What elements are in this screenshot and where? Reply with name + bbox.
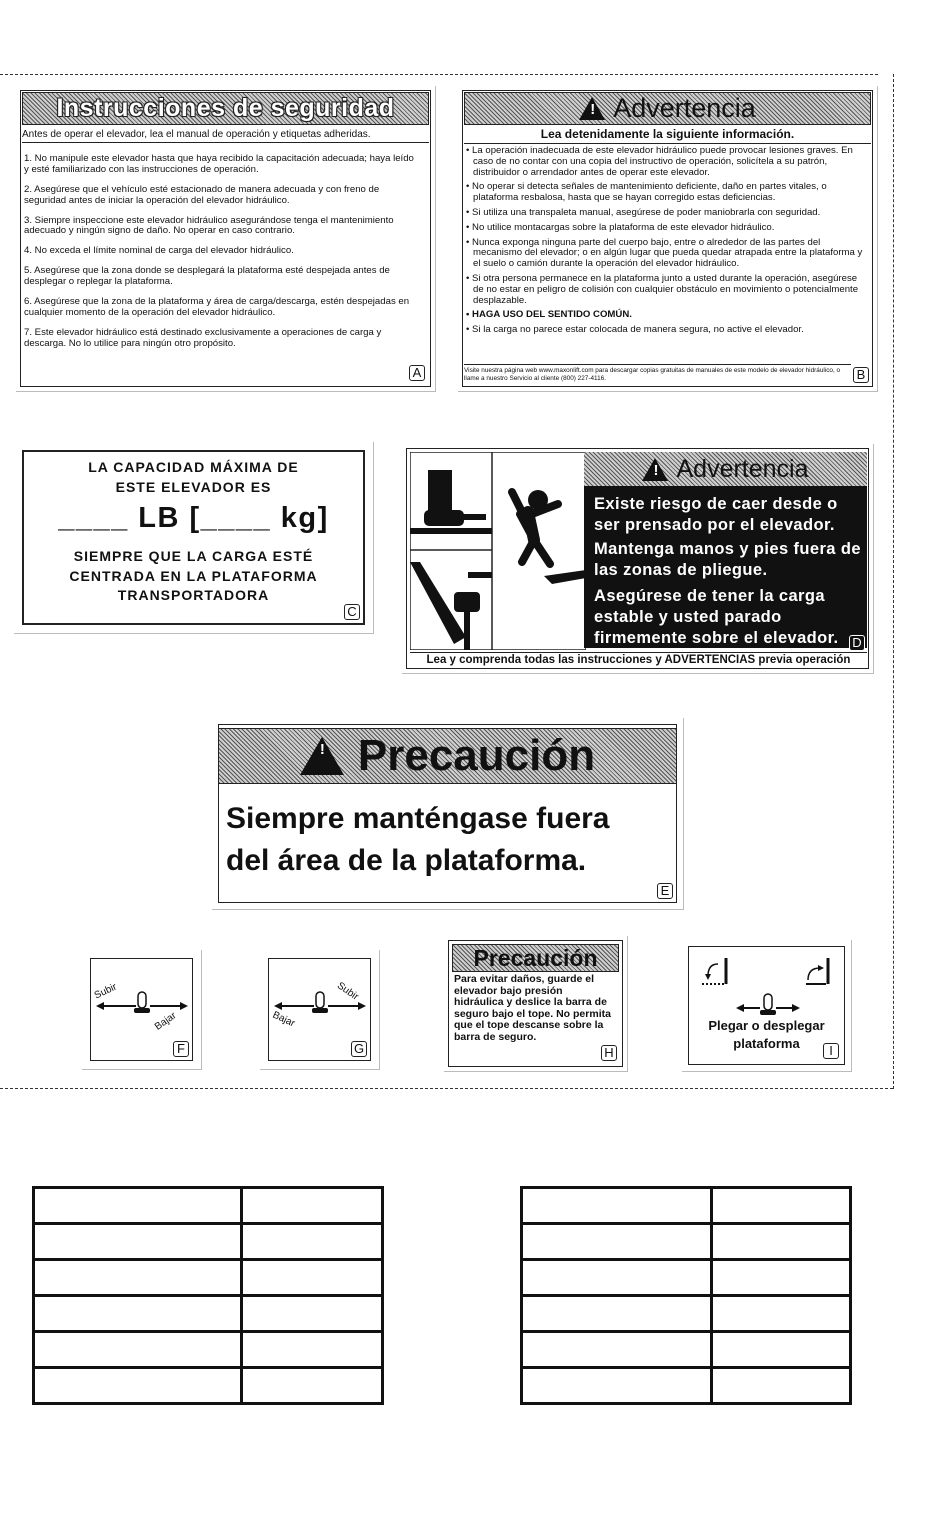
pinch-hazard-pictogram	[410, 452, 586, 650]
decal-g-up-label: Subir	[334, 980, 361, 1003]
decal-h-caution-safety-bar	[444, 936, 628, 1072]
decal-c-capacity	[14, 442, 374, 634]
decal-d-message-3: Asegúrese de tener la carga estable y usted parado firmemente sobre el elevador.	[594, 587, 839, 647]
decal-a-subtitle: Antes de operar el elevador, lea el manual de operación y etiquetas adheridas.	[22, 129, 429, 143]
decal-e-title: Precaución	[357, 731, 596, 780]
list-item: • Si otra persona permanece en la plataforma junto a usted durante la operación, asegúrese de no estar en peligro de colisión con cualquier obstáculo en movimiento o potencialmente desplazable.	[466, 274, 869, 306]
list-item: • Nunca exponga ninguna parte del cuerpo bajo, entre o alrededor de las partes del mecanismo del elevador; o en algún lugar que pueda quedar atrapada entre la plataforma y el suelo o camión durante la operación del elevador hidráulico.	[466, 238, 869, 270]
decal-c-line4: SIEMPRE QUE LA CARGA ESTÉ	[73, 548, 314, 564]
list-item: • Si utiliza una transpaleta manual, asegúrese de poder maniobrarla con seguridad.	[466, 208, 869, 219]
decal-b-warning	[458, 86, 878, 392]
decal-f-letter: F	[173, 1041, 189, 1057]
decal-c-line2: ESTE ELEVADOR ES	[115, 479, 272, 495]
decal-i-line1: Plegar o desplegar	[708, 1018, 825, 1033]
decal-c-letter: C	[344, 604, 360, 620]
decal-c-line6: TRANSPORTADORA	[117, 587, 270, 603]
decal-d-message-2: Mantenga manos y pies fuera de las zonas de pliegue.	[594, 540, 861, 579]
table-row	[34, 1368, 383, 1404]
list-item: 3. Siempre inspeccione este elevador hidráulico asegurándose tenga el mantenimiento adecuado y ningún signo de daño. No operar en caso contrario.	[24, 214, 394, 237]
decal-d-message-1: Existe riesgo de caer desde o ser prensado por el elevador.	[594, 495, 838, 534]
decal-f-up-label: Subir	[92, 981, 119, 1002]
decal-e-letter: E	[657, 883, 673, 899]
list-item: 6. Asegúrese que la zona de la plataforma y área de carga/descarga, estén despejadas en cualquier momento de la operación del elevador hidráulico.	[24, 296, 410, 318]
cut-line-right	[893, 74, 894, 1089]
list-item: 4. No exceda el límite nominal de carga del elevador hidráulico.	[24, 245, 294, 257]
decal-d-letter: D	[849, 635, 865, 651]
decal-a-title-bar	[22, 92, 429, 125]
list-item: • No utilice montacargas sobre la plataforma de este elevador hidráulico.	[466, 223, 869, 234]
cut-line-bottom	[0, 1088, 893, 1089]
table-row	[34, 1260, 383, 1296]
decal-d-bottom-text: Lea y comprenda todas las instrucciones y ADVERTENCIAS previa operación	[410, 652, 867, 667]
decal-i-letter: I	[823, 1043, 839, 1059]
decal-b-subtitle: Lea detenidamente la siguiente información.	[464, 127, 871, 144]
table-row	[34, 1224, 383, 1260]
list-item: 5. Asegúrese que la zona donde se desplegará la plataforma esté despejada antes de desplegar o replegar la plataforma.	[24, 265, 390, 288]
decal-e-body	[226, 798, 609, 882]
decal-b-letter: B	[853, 367, 869, 383]
fold-unfold-platform-icon	[696, 950, 840, 1020]
table-row	[34, 1332, 383, 1368]
table-row	[522, 1260, 851, 1296]
decal-a-title: Instrucciones de seguridad	[56, 94, 395, 122]
decal-e-line1: Siempre manténgase fuera	[226, 802, 610, 835]
table-row	[34, 1188, 383, 1224]
decal-f-control-up-down	[82, 950, 202, 1070]
decal-h-text: Para evitar daños, guarde el elevador bajo presión hidráulica y deslice la barra de seguro bajo el tope. No permita que el tope descanse sobre la barra de seguro.	[454, 973, 611, 1043]
warning-triangle-icon	[642, 458, 668, 481]
list-item: • No operar si detecta señales de mantenimiento deficiente, daño en partes vitales, o plataforma resbalosa, hasta que se hayan corregido estas deficiencias.	[466, 182, 869, 204]
decal-a-letter: A	[409, 365, 425, 381]
list-item: 1. No manipule este elevador hasta que haya recibido la capacitación adecuada; haya leído y esté familiarizado con las instrucciones de operación.	[24, 153, 414, 175]
decal-h-title-bar	[452, 944, 619, 972]
table-row	[522, 1368, 851, 1404]
decal-d-warning-pinch	[402, 444, 874, 674]
decal-i-line2: plataforma	[733, 1036, 800, 1051]
empty-table-right	[520, 1186, 852, 1405]
decal-a-list	[24, 154, 421, 359]
decal-c-line1: LA CAPACIDAD MÁXIMA DE	[88, 459, 299, 475]
warning-triangle-icon	[300, 737, 344, 775]
list-item: • La operación inadecuada de este elevador hidráulico puede provocar lesiones graves. En caso de no contar con una copia del instructivo de operación, solicítela a su patrón, distribuidor o arrendador antes de operar este elevador.	[466, 146, 869, 178]
table-row	[522, 1224, 851, 1260]
decal-g-down-label: Bajar	[270, 1009, 297, 1030]
list-item: 7. Este elevador hidráulico está destinado exclusivamente a operaciones de carga y descarga. No lo utilice para ningún otro propósito.	[24, 326, 382, 349]
decal-c-capacity-value: ____ LB [____ kg]	[58, 502, 329, 534]
list-item: • HAGA USO DEL SENTIDO COMÚN.	[466, 310, 869, 321]
decal-c-line5: CENTRADA EN LA PLATAFORMA	[69, 568, 318, 584]
decal-h-letter: H	[601, 1045, 617, 1061]
decal-d-title: Advertencia	[676, 454, 809, 483]
decal-e-line2: del área de la plataforma.	[226, 844, 587, 877]
decal-b-title: Advertencia	[613, 93, 756, 123]
decal-h-title: Precaución	[473, 944, 598, 971]
table-row	[34, 1296, 383, 1332]
cut-line-top	[0, 74, 878, 75]
decal-b-title-bar	[464, 92, 871, 125]
table-row	[522, 1296, 851, 1332]
decal-e-title-bar	[218, 728, 677, 784]
decal-a-safety-instructions	[16, 86, 436, 392]
decal-e-caution	[212, 718, 684, 910]
decal-g-letter: G	[351, 1041, 367, 1057]
decal-f-down-label: Bajar	[152, 1010, 179, 1033]
warning-triangle-icon	[579, 97, 605, 120]
list-item: • Si la carga no parece estar colocada de manera segura, no active el elevador.	[466, 325, 869, 336]
decal-b-list	[466, 146, 869, 340]
table-row	[522, 1188, 851, 1224]
decal-b-footer: Visite nuestra página web www.maxonlift.com para descargar copias gratuitas de manuales de este modelo de elevador hidráulico, o llame a nuestro Servicio al cliente (800) 227-4116.	[464, 364, 851, 383]
decal-i-fold-unfold	[682, 940, 852, 1072]
decal-g-control-up-down	[260, 950, 380, 1070]
table-row	[522, 1332, 851, 1368]
decal-d-title-bar	[584, 452, 867, 486]
empty-table-left	[32, 1186, 384, 1405]
list-item: 2. Asegúrese que el vehículo esté estacionado de manera adecuada y con freno de seguridad antes de iniciar la operación del elevador hidráulico.	[24, 183, 380, 206]
